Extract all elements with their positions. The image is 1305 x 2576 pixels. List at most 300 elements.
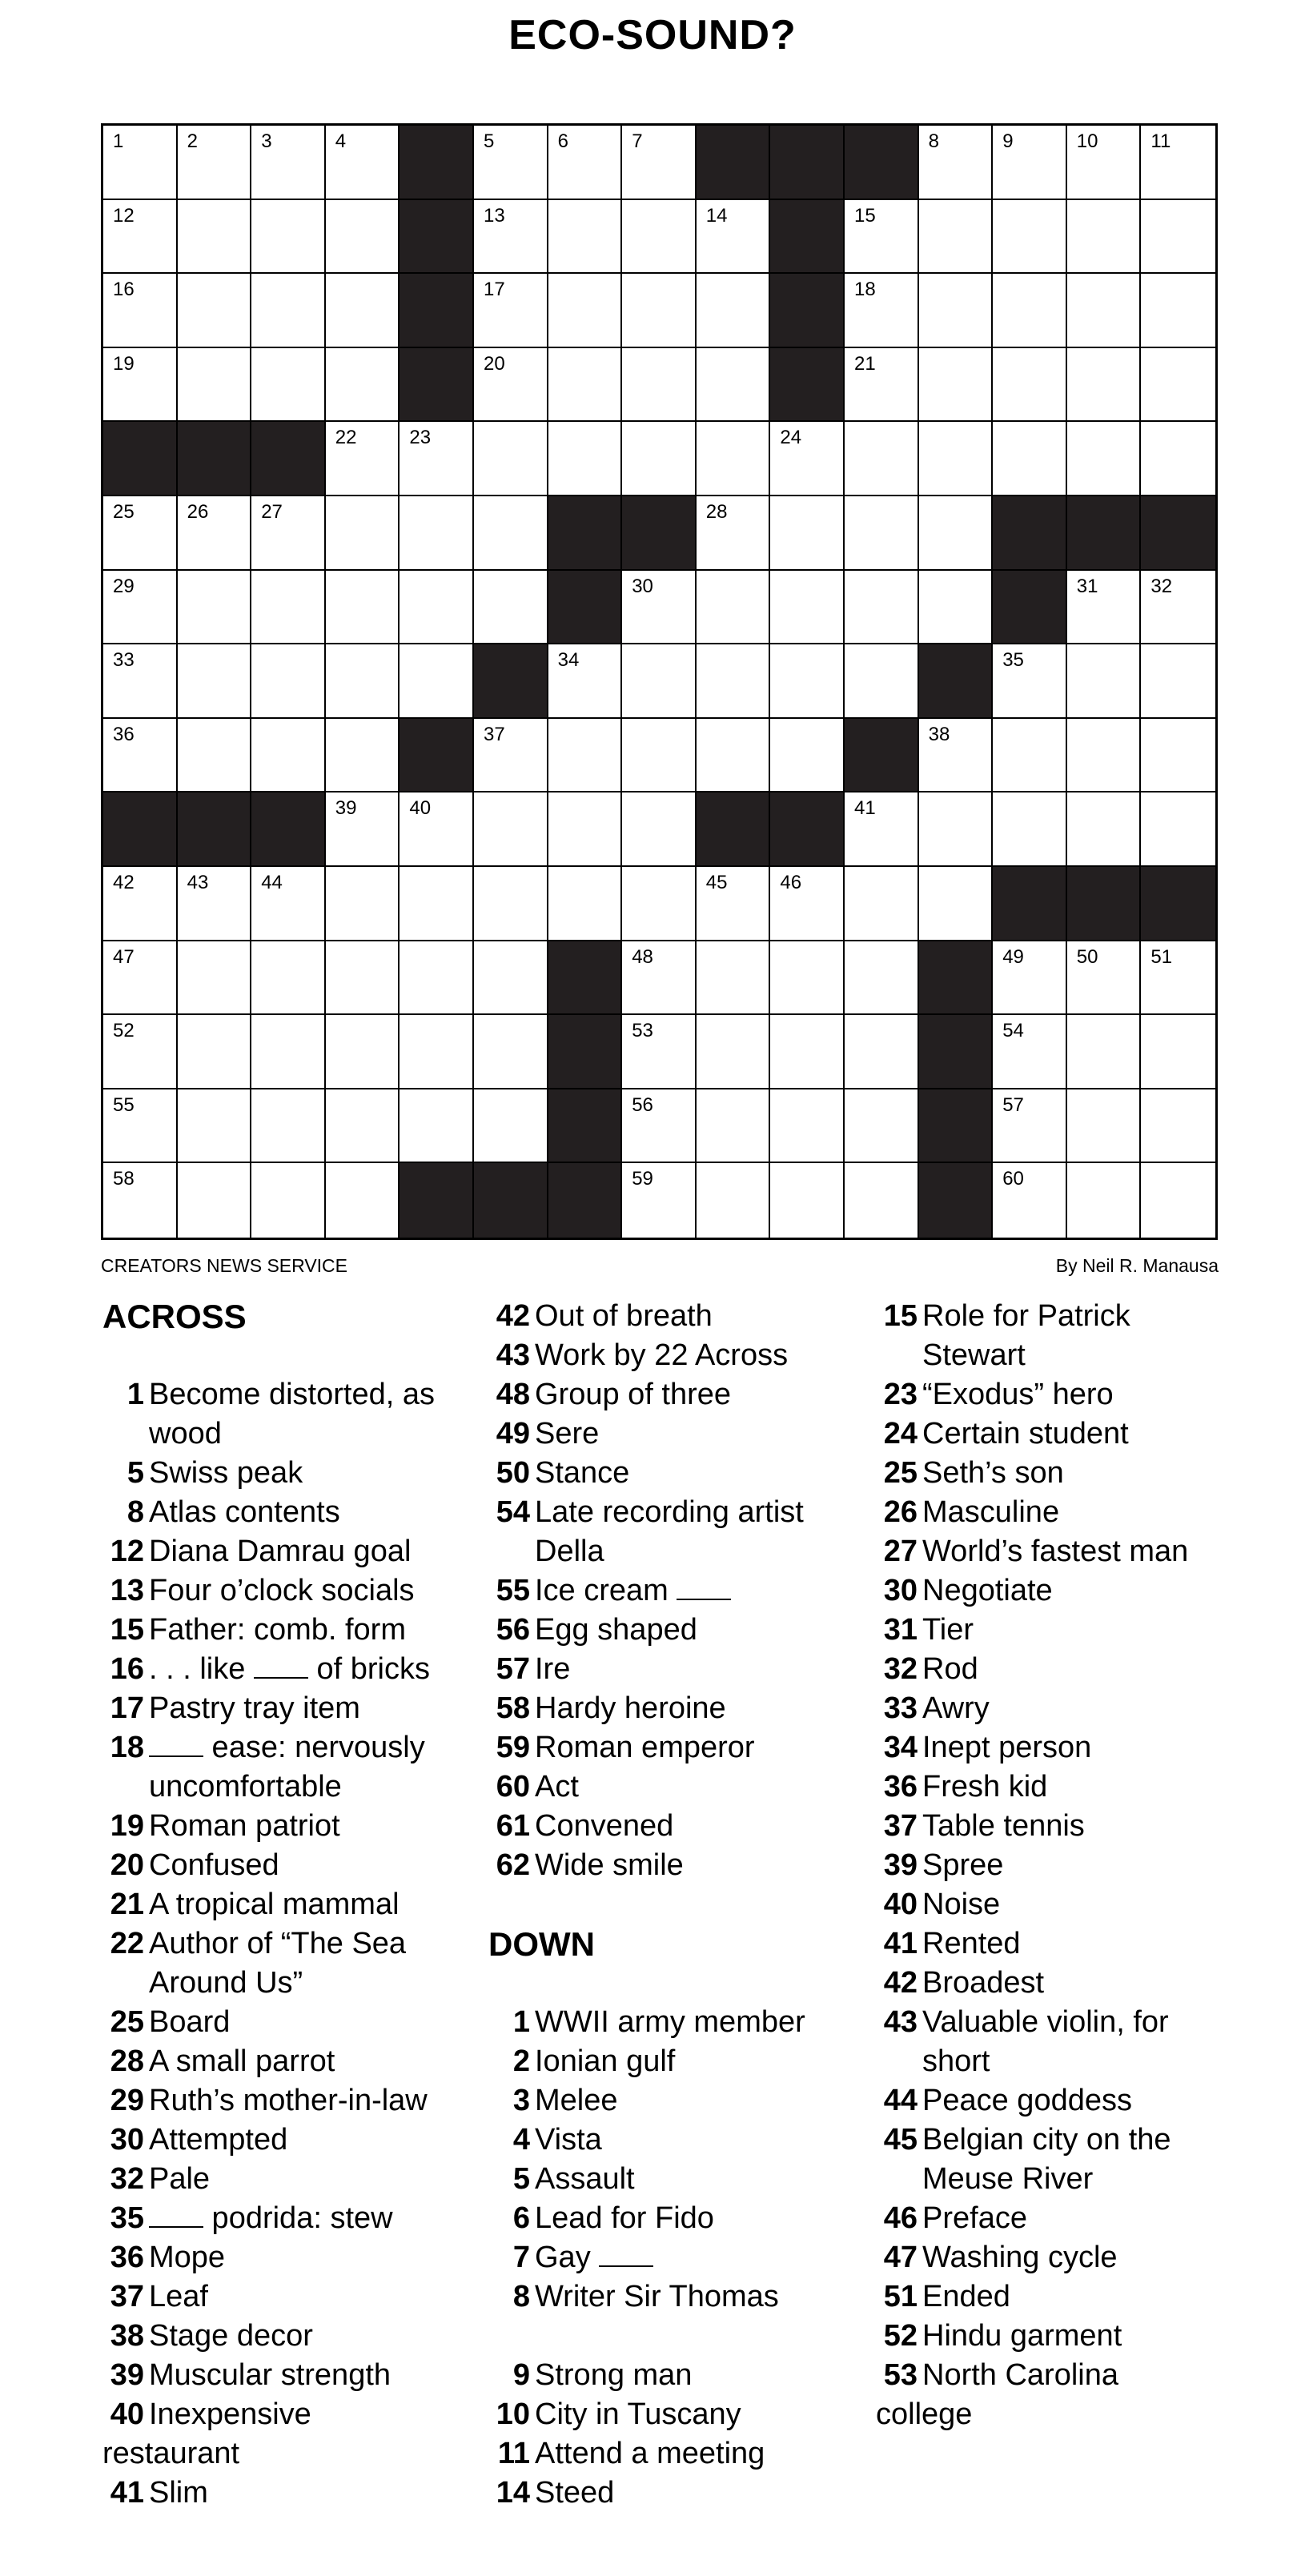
clue [876,2277,1260,2317]
grid-cell[interactable] [400,422,474,496]
clue-number: 3 [512,2084,530,2117]
clue [102,2042,479,2081]
grid-cell[interactable] [1067,1015,1142,1089]
grid-cell[interactable] [697,348,771,423]
clue-text: Out of breath [535,1299,713,1333]
grid-cell[interactable] [326,274,400,348]
cell-number: 24 [780,427,802,449]
grid-cell[interactable] [919,422,994,496]
grid-cell[interactable] [1141,1015,1215,1089]
grid-cell[interactable] [548,792,623,867]
grid-cell[interactable] [178,126,252,200]
clue-text: restaurant [102,2437,240,2470]
grid-cell[interactable] [697,719,771,793]
cell-number: 23 [409,427,432,449]
grid-cell[interactable] [400,792,474,867]
grid-cell[interactable] [622,719,697,793]
grid-cell[interactable] [251,496,326,571]
cell-number: 22 [335,427,357,449]
grid-cell[interactable] [622,200,697,275]
grid-cell[interactable] [697,644,771,719]
grid-cell[interactable] [622,941,697,1016]
cell-number: 4 [335,130,347,152]
grid-cell[interactable] [1141,1089,1215,1164]
grid-cell[interactable] [1067,274,1142,348]
grid-cell[interactable] [993,719,1067,793]
grid-cell[interactable] [845,1015,919,1089]
grid-cell[interactable] [103,348,178,423]
cell-number: 26 [187,500,209,523]
cell-number: 17 [483,279,505,301]
grid-cell[interactable] [919,126,994,200]
cell-number: 12 [113,204,135,227]
grid-cell[interactable] [251,867,326,941]
grid-cell[interactable] [178,274,252,348]
grid-cell[interactable] [326,1163,400,1238]
grid-cell[interactable] [1141,200,1215,275]
answer-blank [677,1575,731,1600]
grid-cell[interactable] [845,1163,919,1238]
clue [876,2395,1260,2434]
grid-cell[interactable] [178,571,252,645]
grid-cell[interactable] [251,941,326,1016]
grid-cell[interactable] [622,274,697,348]
grid-cell[interactable] [103,867,178,941]
grid-black-square [178,422,252,496]
clue-text: Della [535,1535,604,1568]
grid-cell[interactable] [400,1089,474,1164]
grid-cell[interactable] [178,496,252,571]
grid-cell[interactable] [845,644,919,719]
grid-cell[interactable] [770,571,845,645]
grid-cell[interactable] [178,941,252,1016]
grid-cell[interactable] [1141,644,1215,719]
cell-number: 49 [1002,945,1024,968]
clue [102,2277,479,2317]
clue-text: A small parrot [149,2044,335,2078]
syndicate-credit: CREATORS NEWS SERVICE [101,1255,348,1276]
clue [102,2238,479,2277]
grid-cell[interactable] [326,348,400,423]
grid-cell[interactable] [697,274,771,348]
grid-cell[interactable] [845,274,919,348]
grid-cell[interactable] [326,496,400,571]
grid-cell[interactable] [919,719,994,793]
grid-cell[interactable] [178,200,252,275]
grid-cell[interactable] [326,571,400,645]
clue-text: Slim [149,2476,208,2510]
clue-text: Belgian city on the [922,2123,1171,2157]
clue [102,1807,479,1846]
grid-black-square [400,719,474,793]
grid-black-square [919,941,994,1016]
grid-cell[interactable] [178,348,252,423]
grid-cell[interactable] [251,644,326,719]
cell-number: 5 [483,130,495,152]
grid-cell[interactable] [770,1089,845,1164]
clue [102,2317,479,2356]
grid-cell[interactable] [622,348,697,423]
grid-cell[interactable] [1067,200,1142,275]
grid-cell[interactable] [770,1163,845,1238]
clue [488,2081,865,2121]
grid-cell[interactable] [474,867,548,941]
grid-cell[interactable] [993,792,1067,867]
grid-cell[interactable] [1067,644,1142,719]
clue [876,2121,1260,2160]
clue-text: Assault [535,2162,635,2196]
grid-cell[interactable] [770,644,845,719]
clue-number: 18 [110,1731,144,1764]
grid-cell[interactable] [548,867,623,941]
clue [488,1689,865,1728]
grid-cell[interactable] [326,644,400,719]
grid-cell[interactable] [548,348,623,423]
grid-cell[interactable] [474,941,548,1016]
grid-cell[interactable] [622,867,697,941]
clue-number: 43 [496,1338,530,1372]
grid-cell[interactable] [697,1015,771,1089]
grid-cell[interactable] [1141,126,1215,200]
grid-cell[interactable] [993,941,1067,1016]
clue [488,2356,865,2395]
grid-cell[interactable] [548,644,623,719]
grid-cell[interactable] [622,571,697,645]
grid-cell[interactable] [993,1163,1067,1238]
grid-cell[interactable] [1141,422,1215,496]
grid-cell[interactable] [474,126,548,200]
grid-cell[interactable] [919,274,994,348]
clue-text: Stage decor [149,2319,313,2353]
grid-cell[interactable] [1067,719,1142,793]
grid-cell[interactable] [1141,571,1215,645]
grid-cell[interactable] [548,200,623,275]
grid-cell[interactable] [697,422,771,496]
grid-cell[interactable] [326,1015,400,1089]
grid-cell[interactable] [697,941,771,1016]
cell-number: 58 [113,1168,135,1190]
clue-text: Diana Damrau goal [149,1535,412,1568]
grid-cell[interactable] [326,719,400,793]
cell-number: 54 [1002,1020,1024,1042]
grid-black-square [770,200,845,275]
clue-number: 34 [883,1731,918,1764]
grid-cell[interactable] [993,422,1067,496]
grid-cell[interactable] [1141,719,1215,793]
grid-cell[interactable] [1141,941,1215,1016]
grid-cell[interactable] [103,1089,178,1164]
clue-number: 30 [883,1574,918,1607]
grid-cell[interactable] [993,126,1067,200]
clue-text: Ire [535,1652,571,1686]
clue [488,2199,865,2238]
grid-cell[interactable] [251,571,326,645]
grid-cell[interactable] [697,496,771,571]
clue [488,1611,865,1650]
clue-text: Wide smile [535,1848,684,1882]
clue-number: 26 [883,1495,918,1529]
grid-black-square [548,1163,623,1238]
cell-number: 6 [557,130,568,152]
cell-number: 16 [113,279,135,301]
clue-number: 10 [496,2397,530,2431]
grid-cell[interactable] [993,644,1067,719]
grid-cell[interactable] [1067,792,1142,867]
grid-cell[interactable] [548,422,623,496]
clue [102,1728,479,1767]
grid-black-square [548,571,623,645]
grid-cell[interactable] [400,867,474,941]
clue-text: Stance [535,1456,630,1490]
clue-text: Inexpensive [149,2397,311,2431]
clue [876,2081,1260,2121]
grid-cell[interactable] [919,867,994,941]
grid-cell[interactable] [474,719,548,793]
grid-cell[interactable] [326,1089,400,1164]
grid-cell[interactable] [845,200,919,275]
grid-cell[interactable] [1067,1163,1142,1238]
grid-cell[interactable] [474,496,548,571]
grid-cell[interactable] [251,1015,326,1089]
grid-cell[interactable] [326,126,400,200]
grid-cell[interactable] [697,571,771,645]
grid-cell[interactable] [548,274,623,348]
grid-black-square [770,792,845,867]
grid-cell[interactable] [845,422,919,496]
grid-cell[interactable] [1067,1089,1142,1164]
grid-cell[interactable] [770,422,845,496]
grid-cell[interactable] [103,126,178,200]
grid-cell[interactable] [400,571,474,645]
grid-cell[interactable] [1141,348,1215,423]
grid-cell[interactable] [400,644,474,719]
clue-text: Table tennis [922,1809,1085,1843]
grid-cell[interactable] [622,1015,697,1089]
grid-cell[interactable] [1067,571,1142,645]
cell-number: 25 [113,500,135,523]
cell-number: 31 [1076,575,1098,597]
cell-number: 55 [113,1093,135,1116]
grid-black-square [474,1163,548,1238]
grid-cell[interactable] [993,1089,1067,1164]
clue-text: Inept person [922,1731,1092,1764]
grid-cell[interactable] [697,867,771,941]
grid-cell[interactable] [326,792,400,867]
grid-cell[interactable] [103,644,178,719]
clue [488,2474,865,2513]
grid-cell[interactable] [474,1089,548,1164]
clue-number: 45 [883,2123,918,2157]
grid-cell[interactable] [770,941,845,1016]
grid-cell[interactable] [400,941,474,1016]
grid-cell[interactable] [919,496,994,571]
spacer [102,1336,479,1375]
grid-cell[interactable] [845,867,919,941]
cell-number: 9 [1002,130,1014,152]
grid-cell[interactable] [919,200,994,275]
grid-black-square [919,1015,994,1089]
grid-cell[interactable] [1141,274,1215,348]
grid-black-square [919,1089,994,1164]
clue-text: Washing cycle [922,2241,1118,2274]
grid-cell[interactable] [919,571,994,645]
clue-text: Hardy heroine [535,1691,726,1725]
clue-text: Pale [149,2162,211,2196]
grid-cell[interactable] [1067,422,1142,496]
grid-cell[interactable] [919,348,994,423]
clue [488,2317,865,2356]
clue [876,1885,1260,1924]
cell-number: 10 [1076,130,1098,152]
clue-column-2 [488,1297,865,2513]
clue [102,2121,479,2160]
cell-number: 14 [705,204,728,227]
grid-cell[interactable] [178,1089,252,1164]
clue-text: Steed [535,2476,615,2510]
grid-cell[interactable] [622,1089,697,1164]
grid-cell[interactable] [1067,348,1142,423]
clue [488,2277,865,2317]
grid-cell[interactable] [993,274,1067,348]
grid-cell[interactable] [103,496,178,571]
grid-cell[interactable] [770,867,845,941]
grid-cell[interactable] [845,941,919,1016]
grid-cell[interactable] [474,348,548,423]
grid-cell[interactable] [474,571,548,645]
clue [488,2160,865,2199]
grid-cell[interactable] [622,792,697,867]
clue-number: 32 [883,1652,918,1686]
clue [102,1571,479,1611]
grid-cell[interactable] [103,200,178,275]
grid-cell[interactable] [251,1089,326,1164]
grid-cell[interactable] [103,941,178,1016]
grid-cell[interactable] [770,1015,845,1089]
grid-cell[interactable] [548,126,623,200]
cell-number: 2 [187,130,198,152]
clue-number: 56 [496,1613,530,1647]
grid-black-square [919,1163,994,1238]
cell-number: 57 [1002,1093,1024,1116]
clue [876,1336,1260,1375]
clue [102,1414,479,1454]
grid-cell[interactable] [251,126,326,200]
clue [876,1650,1260,1689]
clue [488,2003,865,2042]
clue-number: 2 [512,2044,530,2078]
grid-cell[interactable] [251,348,326,423]
grid-cell[interactable] [1067,126,1142,200]
grid-cell[interactable] [474,422,548,496]
clue [102,2474,479,2513]
clue [102,2395,479,2434]
grid-cell[interactable] [474,792,548,867]
clue-number: 58 [496,1691,530,1725]
grid-cell[interactable] [697,1163,771,1238]
grid-cell[interactable] [178,867,252,941]
grid-cell[interactable] [103,1163,178,1238]
grid-cell[interactable] [697,200,771,275]
grid-cell[interactable] [251,274,326,348]
grid-cell[interactable] [178,1163,252,1238]
grid-cell[interactable] [622,126,697,200]
grid-cell[interactable] [622,1163,697,1238]
grid-cell[interactable] [770,719,845,793]
grid-cell[interactable] [919,792,994,867]
grid-cell[interactable] [993,200,1067,275]
clue-text: Gay [535,2241,653,2274]
grid-cell[interactable] [474,274,548,348]
grid-cell[interactable] [845,792,919,867]
grid-cell[interactable] [326,200,400,275]
grid-cell[interactable] [251,1163,326,1238]
grid-cell[interactable] [993,1015,1067,1089]
grid-cell[interactable] [622,422,697,496]
clue-text: Confused [149,1848,279,1882]
clue-number: 4 [512,2123,530,2157]
grid-cell[interactable] [178,644,252,719]
cell-number: 37 [483,723,505,745]
clue-text: Roman emperor [535,1731,755,1764]
grid-black-square [251,422,326,496]
grid-cell[interactable] [548,719,623,793]
grid-cell[interactable] [103,274,178,348]
clue [876,1571,1260,1611]
clue-text: Mope [149,2241,226,2274]
clue-text: Sere [535,1417,600,1451]
clue [876,1297,1260,1336]
clue [102,2081,479,2121]
cell-number: 27 [261,500,283,523]
grid-cell[interactable] [103,1015,178,1089]
grid-cell[interactable] [178,719,252,793]
grid-cell[interactable] [770,496,845,571]
clue-number: 21 [110,1888,144,1921]
grid-cell[interactable] [845,348,919,423]
grid-cell[interactable] [326,941,400,1016]
grid-cell[interactable] [103,719,178,793]
grid-cell[interactable] [845,1089,919,1164]
grid-cell[interactable] [845,496,919,571]
clue-text: Broadest [922,1966,1045,2000]
grid-cell[interactable] [474,200,548,275]
grid-cell[interactable] [697,1089,771,1164]
grid-cell[interactable] [178,1015,252,1089]
grid-cell[interactable] [251,719,326,793]
cell-number: 47 [113,945,135,968]
grid-cell[interactable] [326,867,400,941]
grid-cell[interactable] [845,571,919,645]
clue-text: Certain student [922,1417,1129,1451]
grid-cell[interactable] [103,571,178,645]
grid-cell[interactable] [400,1015,474,1089]
grid-cell[interactable] [622,644,697,719]
grid-cell[interactable] [251,200,326,275]
clue [876,2199,1260,2238]
clue-number: 20 [110,1848,144,1882]
clue-number: 5 [126,1456,144,1490]
grid-cell[interactable] [1141,792,1215,867]
grid-cell[interactable] [326,422,400,496]
clue-number: 35 [110,2201,144,2235]
grid-cell[interactable] [1141,1163,1215,1238]
grid-cell[interactable] [400,496,474,571]
grid-cell[interactable] [474,1015,548,1089]
grid-cell[interactable] [993,348,1067,423]
grid-cell[interactable] [1067,941,1142,1016]
cell-number: 56 [632,1093,653,1116]
clue-number: 28 [110,2044,144,2078]
